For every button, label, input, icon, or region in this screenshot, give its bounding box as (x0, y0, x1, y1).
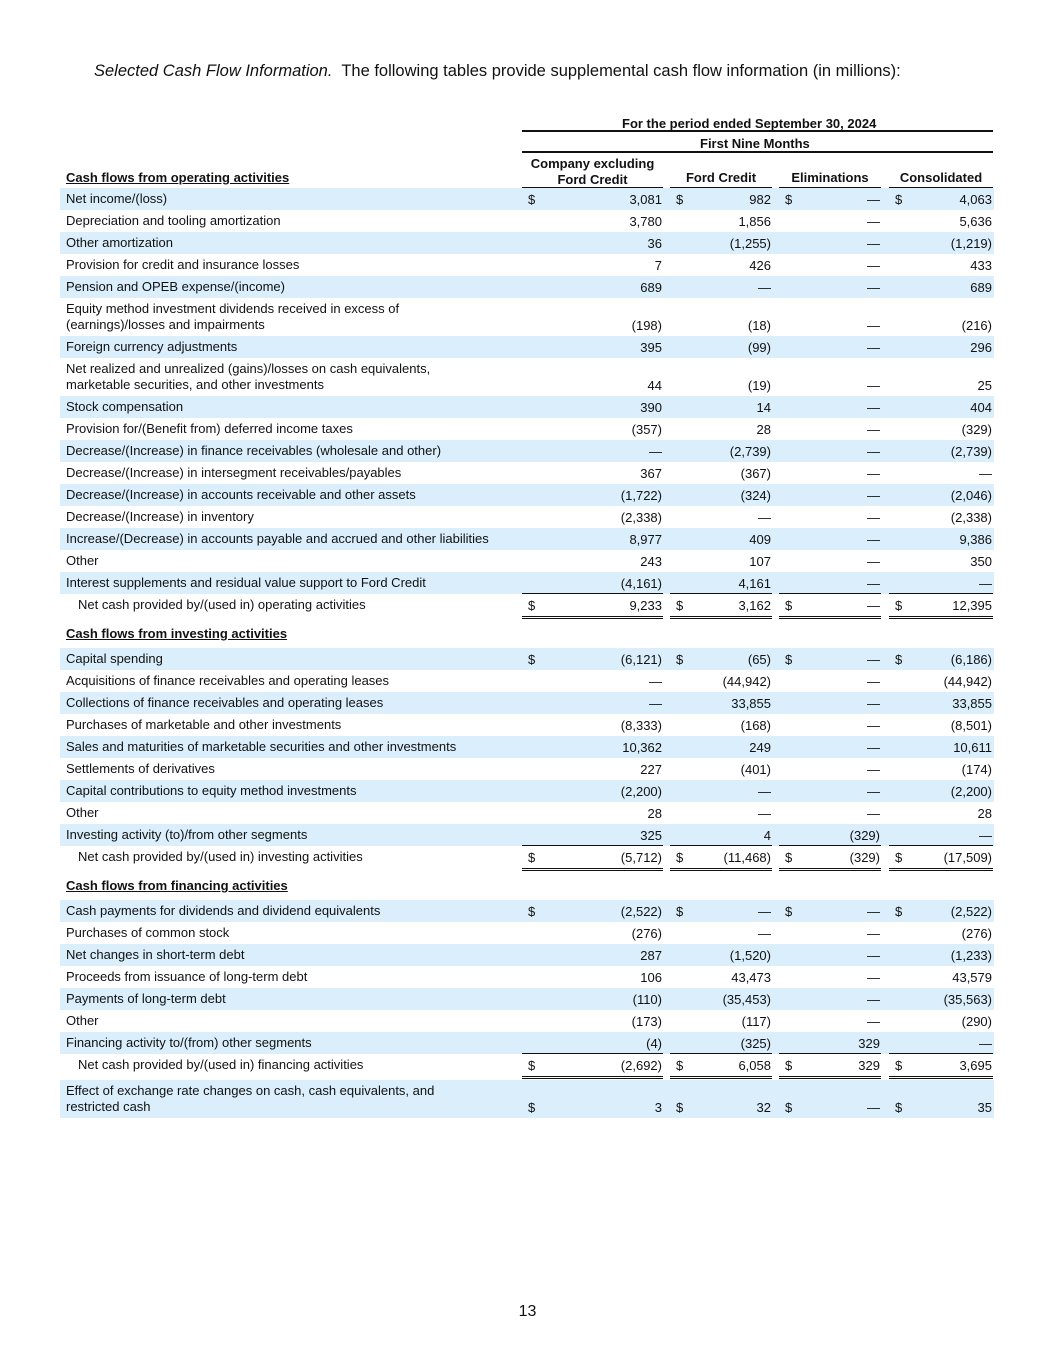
row-value: 404 (970, 400, 992, 415)
row-value: 35 (977, 1100, 992, 1115)
row-value: — (867, 554, 880, 569)
row-label: Decrease/(Increase) in intersegment receivables/payables (66, 465, 402, 480)
row-value: (1,233) (950, 948, 992, 963)
row-value: — (867, 444, 880, 459)
dollar-sign: $ (895, 652, 903, 667)
row-value: 9,233 (629, 598, 662, 613)
row-value: 329 (858, 1036, 880, 1051)
row-value: — (649, 696, 662, 711)
row-label: Collections of finance receivables and operating leases (66, 695, 384, 710)
row-value: (99) (747, 340, 771, 355)
row-value: 4,063 (959, 192, 992, 207)
total-double-rule (670, 1076, 772, 1079)
row-value: 287 (640, 948, 662, 963)
table-row (60, 336, 994, 358)
row-label: Net realized and unrealized (gains)/losses on cash equivalents, marketable securities, and other investments (66, 361, 431, 392)
table-row (60, 1080, 994, 1118)
period-rule (522, 130, 993, 132)
row-value: — (758, 280, 771, 295)
row-value: 409 (749, 532, 771, 547)
row-value: — (649, 674, 662, 689)
row-value: (216) (961, 318, 992, 333)
row-value: (357) (631, 422, 662, 437)
table-row (60, 550, 994, 572)
row-value: (110) (632, 992, 662, 1007)
row-value: (6,121) (620, 652, 662, 667)
total-double-rule (522, 616, 663, 619)
total-double-rule (779, 616, 881, 619)
dollar-sign: $ (528, 1100, 536, 1115)
total-double-rule (670, 868, 772, 871)
row-label: Capital contributions to equity method investments (66, 783, 357, 798)
dollar-sign: $ (785, 652, 793, 667)
eliminations-col-header: Eliminations (791, 170, 869, 185)
dollar-sign: $ (676, 598, 684, 613)
table-row (60, 1010, 994, 1032)
dollar-sign: $ (676, 652, 684, 667)
row-label: Interest supplements and residual value support to Ford Credit (66, 575, 426, 590)
table-row (60, 900, 994, 922)
row-value: 390 (640, 400, 662, 415)
row-label: Decrease/(Increase) in finance receivables (wholesale and other) (66, 443, 442, 458)
row-value: (1,722) (620, 488, 662, 503)
span-rule (522, 151, 993, 153)
table-row (60, 506, 994, 528)
row-value: — (979, 828, 992, 843)
row-value: (11,468) (723, 850, 771, 865)
row-value: 14 (756, 400, 771, 415)
row-value: 5,636 (959, 214, 992, 229)
row-value: 43,473 (731, 970, 771, 985)
row-value: 982 (749, 192, 771, 207)
row-value: — (867, 904, 880, 919)
total-double-rule (522, 1076, 663, 1079)
table-row (60, 594, 994, 616)
row-label: Investing activity (to)/from other segments (66, 827, 308, 842)
total-double-rule (889, 1076, 993, 1079)
row-value: (8,333) (620, 718, 662, 733)
row-value: 227 (640, 762, 662, 777)
row-value: 3,081 (629, 192, 662, 207)
table-row (60, 988, 994, 1010)
row-label: Pension and OPEB expense/(income) (66, 279, 285, 294)
row-value: (198) (631, 318, 662, 333)
row-value: — (867, 532, 880, 547)
row-value: 3,695 (959, 1058, 992, 1073)
table-row (60, 232, 994, 254)
row-value: — (867, 652, 880, 667)
row-label: Other amortization (66, 235, 173, 250)
row-value: (17,509) (943, 850, 992, 865)
table-row (60, 922, 994, 944)
row-value: 3,162 (738, 598, 771, 613)
consolidated-col-header: Consolidated (899, 170, 983, 185)
row-value: 43,579 (952, 970, 992, 985)
dollar-sign: $ (895, 904, 903, 919)
row-value: — (867, 992, 880, 1007)
row-value: 28 (977, 806, 992, 821)
row-value: (1,520) (729, 948, 771, 963)
row-value: (5,712) (620, 850, 662, 865)
dollar-sign: $ (528, 1058, 536, 1073)
row-label: Net cash provided by/(used in) operating activities (78, 597, 366, 612)
row-value: 32 (756, 1100, 771, 1115)
dollar-sign: $ (785, 904, 793, 919)
table-row (60, 1054, 994, 1076)
row-value: — (758, 926, 771, 941)
row-value: — (758, 806, 771, 821)
row-value: — (867, 258, 880, 273)
row-label: Net cash provided by/(used in) investing activities (78, 849, 363, 864)
row-label: Financing activity to/(from) other segments (66, 1035, 312, 1050)
row-label: Stock compensation (66, 399, 184, 414)
row-value: (173) (631, 1014, 662, 1029)
row-value: — (867, 1014, 880, 1029)
row-value: 329 (858, 1058, 880, 1073)
section-heading: Cash flows from operating activities (66, 170, 290, 185)
total-double-rule (670, 616, 772, 619)
row-value: (329) (849, 828, 880, 843)
dollar-sign: $ (528, 850, 536, 865)
span-header: First Nine Months (700, 136, 810, 151)
table-row (60, 846, 994, 868)
row-value: (2,739) (950, 444, 992, 459)
dollar-sign: $ (676, 904, 684, 919)
dollar-sign: $ (895, 1100, 903, 1115)
table-row (60, 824, 994, 846)
table-row (60, 758, 994, 780)
dollar-sign: $ (785, 598, 793, 613)
row-label: Settlements of derivatives (66, 761, 215, 776)
dollar-sign: $ (528, 904, 536, 919)
row-label: Effect of exchange rate changes on cash, cash equivalents, and restricted cash (66, 1083, 435, 1114)
row-value: 350 (970, 554, 992, 569)
row-label: Decrease/(Increase) in inventory (66, 509, 254, 524)
total-double-rule (779, 868, 881, 871)
row-value: — (867, 926, 880, 941)
row-value: 243 (640, 554, 662, 569)
row-value: 10,362 (622, 740, 662, 755)
row-value: (2,200) (950, 784, 992, 799)
table-row (60, 396, 994, 418)
row-value: — (867, 466, 880, 481)
row-label: Increase/(Decrease) in accounts payable and accrued and other liabilities (66, 531, 489, 546)
table-row (60, 736, 994, 758)
row-value: (18) (747, 318, 771, 333)
row-value: — (867, 510, 880, 525)
dollar-sign: $ (676, 1058, 684, 1073)
row-value: (276) (631, 926, 662, 941)
company-ex-fc-col-header: Company excluding Ford Credit (530, 156, 655, 187)
row-label: Net income/(loss) (66, 191, 168, 206)
row-value: (35,453) (722, 992, 771, 1007)
page-number: 13 (518, 1303, 537, 1320)
row-value: 367 (640, 466, 662, 481)
row-value: (324) (740, 488, 771, 503)
row-label: Proceeds from issuance of long-term debt (66, 969, 308, 984)
dollar-sign: $ (676, 192, 684, 207)
section-heading: Cash flows from investing activities (66, 626, 288, 641)
row-value: — (979, 1036, 992, 1051)
row-label: Provision for credit and insurance losses (66, 257, 300, 272)
row-value: 10,611 (953, 740, 992, 755)
intro-italic: Selected Cash Flow Information. (94, 62, 333, 80)
row-value: — (867, 280, 880, 295)
table-row (60, 966, 994, 988)
row-value: — (649, 444, 662, 459)
row-value: (290) (961, 1014, 992, 1029)
table-row (60, 1032, 994, 1054)
row-value: — (867, 696, 880, 711)
row-label: Purchases of common stock (66, 925, 230, 940)
total-double-rule (522, 868, 663, 871)
row-label: Sales and maturities of marketable securities and other investments (66, 739, 457, 754)
dollar-sign: $ (895, 1058, 903, 1073)
row-value: 249 (749, 740, 771, 755)
row-label: Decrease/(Increase) in accounts receivable and other assets (66, 487, 416, 502)
row-label: Capital spending (66, 651, 163, 666)
row-value: — (867, 948, 880, 963)
row-label: Acquisitions of finance receivables and operating leases (66, 673, 390, 688)
row-value: — (867, 740, 880, 755)
row-value: 3 (654, 1100, 662, 1115)
row-value: (2,522) (620, 904, 662, 919)
table-row (60, 780, 994, 802)
row-value: — (867, 422, 880, 437)
table-row (60, 572, 994, 594)
row-value: 28 (756, 422, 771, 437)
row-value: (65) (747, 652, 771, 667)
row-value: 7 (654, 258, 662, 273)
row-value: 44 (647, 378, 662, 393)
dollar-sign: $ (785, 850, 793, 865)
row-label: Equity method investment dividends received in excess of (earnings)/losses and impairments (66, 301, 400, 332)
dollar-sign: $ (676, 1100, 684, 1115)
row-value: — (867, 400, 880, 415)
row-value: 426 (749, 258, 771, 273)
table-row (60, 714, 994, 736)
row-value: (1,255) (729, 236, 771, 251)
row-value: — (979, 576, 992, 591)
row-value: 4 (763, 828, 771, 843)
table-row (60, 670, 994, 692)
dollar-sign: $ (895, 850, 903, 865)
row-value: 433 (970, 258, 992, 273)
period-header: For the period ended September 30, 2024 (622, 116, 877, 131)
row-value: — (867, 318, 880, 333)
total-double-rule (889, 868, 993, 871)
row-value: 106 (640, 970, 662, 985)
row-value: — (867, 214, 880, 229)
row-value: — (867, 762, 880, 777)
table-row (60, 484, 994, 506)
table-row (60, 276, 994, 298)
row-value: — (867, 784, 880, 799)
row-value: 9,386 (959, 532, 992, 547)
row-value: — (758, 904, 771, 919)
table-row (60, 418, 994, 440)
row-label: Payments of long-term debt (66, 991, 226, 1006)
row-value: (44,942) (943, 674, 992, 689)
row-value: (117) (741, 1014, 771, 1029)
row-value: — (867, 970, 880, 985)
table-row (60, 188, 994, 210)
table-row (60, 462, 994, 484)
row-label: Foreign currency adjustments (66, 339, 238, 354)
row-value: — (867, 378, 880, 393)
table-row (60, 358, 994, 396)
row-value: 36 (647, 236, 662, 251)
row-value: — (867, 576, 880, 591)
row-value: (1,219) (950, 236, 992, 251)
row-value: 4,161 (738, 576, 771, 591)
table-row (60, 528, 994, 550)
row-value: 107 (749, 554, 771, 569)
row-value: — (867, 340, 880, 355)
row-label: Purchases of marketable and other investments (66, 717, 342, 732)
row-value: — (867, 236, 880, 251)
row-value: 325 (640, 828, 662, 843)
row-value: — (867, 192, 880, 207)
row-value: — (979, 466, 992, 481)
table-row (60, 648, 994, 670)
row-value: (4,161) (620, 576, 662, 591)
row-value: (35,563) (943, 992, 992, 1007)
row-value: 6,058 (738, 1058, 771, 1073)
ford-credit-col-header: Ford Credit (685, 170, 757, 185)
row-value: (2,046) (950, 488, 992, 503)
row-value: (2,200) (620, 784, 662, 799)
table-row (60, 254, 994, 276)
row-label: Net changes in short-term debt (66, 947, 245, 962)
row-value: 8,977 (629, 532, 662, 547)
row-value: (4) (646, 1036, 662, 1051)
row-value: — (867, 806, 880, 821)
row-value: (168) (740, 718, 771, 733)
row-value: (276) (961, 926, 992, 941)
row-value: (401) (740, 762, 771, 777)
row-value: — (867, 674, 880, 689)
dollar-sign: $ (785, 1100, 793, 1115)
row-value: (367) (740, 466, 771, 481)
row-value: 25 (977, 378, 992, 393)
row-value: (2,522) (950, 904, 992, 919)
row-label: Cash payments for dividends and dividend equivalents (66, 903, 381, 918)
table-row (60, 210, 994, 232)
row-value: 33,855 (952, 696, 992, 711)
row-value: — (758, 510, 771, 525)
row-value: — (867, 488, 880, 503)
dollar-sign: $ (785, 192, 793, 207)
row-label: Depreciation and tooling amortization (66, 213, 281, 228)
row-value: (2,692) (620, 1058, 662, 1073)
row-value: (8,501) (950, 718, 992, 733)
row-value: 28 (647, 806, 662, 821)
row-value: 33,855 (731, 696, 771, 711)
section-heading: Cash flows from financing activities (66, 878, 288, 893)
total-double-rule (779, 1076, 881, 1079)
row-label: Net cash provided by/(used in) financing activities (78, 1057, 364, 1072)
dollar-sign: $ (528, 192, 536, 207)
row-value: 689 (640, 280, 662, 295)
row-value: 12,395 (952, 598, 992, 613)
total-double-rule (889, 616, 993, 619)
row-value: (2,338) (950, 510, 992, 525)
row-value: 296 (970, 340, 992, 355)
row-value: (2,338) (620, 510, 662, 525)
intro-rest: The following tables provide supplemental cash flow information (in millions): (332, 62, 901, 80)
table-row (60, 802, 994, 824)
dollar-sign: $ (895, 598, 903, 613)
row-value: (2,739) (729, 444, 771, 459)
row-label: Other (66, 1013, 99, 1028)
dollar-sign: $ (528, 652, 536, 667)
row-value: — (867, 598, 880, 613)
row-value: (19) (747, 378, 771, 393)
dollar-sign: $ (676, 850, 684, 865)
row-value: — (867, 1100, 880, 1115)
row-value: (6,186) (950, 652, 992, 667)
row-value: — (758, 784, 771, 799)
table-row (60, 440, 994, 462)
row-value: (329) (961, 422, 992, 437)
intro-text (94, 62, 901, 81)
row-value: (325) (740, 1036, 771, 1051)
table-row (60, 692, 994, 714)
row-label: Provision for/(Benefit from) deferred income taxes (66, 421, 353, 436)
row-label: Other (66, 805, 99, 820)
row-value: — (867, 718, 880, 733)
row-value: 1,856 (738, 214, 771, 229)
dollar-sign: $ (895, 192, 903, 207)
row-value: (174) (961, 762, 992, 777)
row-value: 395 (640, 340, 662, 355)
row-value: 3,780 (629, 214, 662, 229)
dollar-sign: $ (528, 598, 536, 613)
row-label: Other (66, 553, 99, 568)
row-value: (329) (849, 850, 880, 865)
row-value: (44,942) (722, 674, 771, 689)
table-row (60, 944, 994, 966)
dollar-sign: $ (785, 1058, 793, 1073)
row-value: 689 (970, 280, 992, 295)
table-row (60, 298, 994, 336)
